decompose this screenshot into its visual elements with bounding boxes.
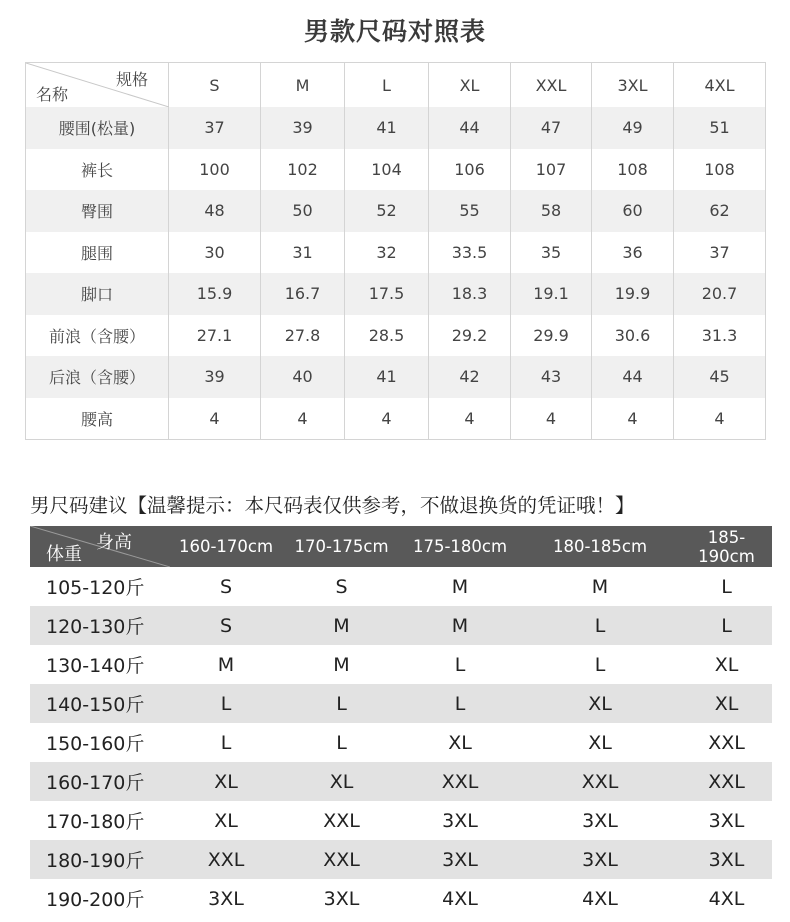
recommended-size: XL [214, 809, 238, 832]
size-col-header: XL [429, 63, 511, 108]
recommended-size: L [170, 684, 282, 723]
measurement-value: 36 [592, 232, 674, 274]
height-col-header: 170-175cm [282, 526, 401, 567]
recommended-size: XXL [170, 840, 282, 879]
recommended-size: XXL [708, 731, 745, 754]
size-row [26, 107, 766, 149]
size-row [26, 273, 766, 315]
height-col-header: 160-170cm [170, 526, 282, 567]
recommended-size: XXL [401, 762, 519, 801]
recommended-size: L [220, 731, 232, 754]
size-row [26, 190, 766, 232]
weight-label: 120-130斤 [30, 606, 170, 645]
recommended-size: XXL [681, 762, 772, 801]
weight-label: 130-140斤 [46, 655, 145, 677]
measurement-value: 4 [169, 398, 261, 440]
rec-row [30, 606, 772, 645]
measurement-value: 41 [345, 356, 429, 398]
measurement-label: 臀围 [26, 190, 169, 232]
recommended-size: XL [448, 731, 472, 754]
corner-weight-label: 体重 [46, 544, 82, 565]
measurement-value: 4 [261, 398, 345, 440]
rec-corner-cell [30, 526, 170, 567]
size-row [26, 232, 766, 274]
recommended-size: XXL [323, 809, 360, 832]
measurement-value: 31 [261, 232, 345, 274]
recommended-size: L [721, 575, 732, 598]
measurement-value: 100 [169, 149, 261, 191]
rec-row [30, 567, 772, 606]
measurement-value: 102 [261, 149, 345, 191]
recommended-size: 3XL [681, 840, 772, 879]
rec-row [30, 645, 772, 684]
recommended-size: M [333, 653, 350, 676]
recommended-size: XXL [282, 840, 401, 879]
measurement-value: 20.7 [674, 273, 766, 315]
measurement-value: 58 [511, 190, 592, 232]
weight-label: 105-120斤 [46, 577, 145, 599]
recommended-size: 4XL [582, 887, 618, 910]
measurement-value: 29.9 [511, 315, 592, 357]
rec-row [30, 723, 772, 762]
recommended-size: 3XL [442, 809, 478, 832]
recommended-size: S [335, 575, 348, 598]
measurement-value: 52 [345, 190, 429, 232]
weight-label: 170-180斤 [46, 811, 145, 833]
measurement-value: 55 [429, 190, 511, 232]
corner-height-label: 身高 [96, 532, 132, 553]
measurement-value: 62 [674, 190, 766, 232]
measurement-value: 18.3 [429, 273, 511, 315]
size-col-header: XXL [511, 63, 592, 108]
recommended-size: 4XL [442, 887, 478, 910]
measurement-value: 15.9 [169, 273, 261, 315]
recommended-size: 4XL [708, 887, 745, 910]
recommended-size: 3XL [208, 887, 244, 910]
recommended-size: XL [282, 762, 401, 801]
weight-label: 150-160斤 [46, 733, 145, 755]
recommendation-title: 男尺码建议【温馨提示：本尺码表仅供参考，不做退换货的凭证哦！】 [30, 494, 635, 517]
size-row [26, 356, 766, 398]
size-row [26, 398, 766, 440]
measurement-value: 27.8 [261, 315, 345, 357]
measurement-value: 49 [592, 107, 674, 149]
recommended-size: XL [588, 731, 612, 754]
measurement-value: 4 [592, 398, 674, 440]
recommended-size: L [401, 684, 519, 723]
recommended-size: M [401, 606, 519, 645]
measurement-value: 27.1 [169, 315, 261, 357]
measurement-value: 107 [511, 149, 592, 191]
size-header-row [26, 63, 766, 108]
size-col-header: M [261, 63, 345, 108]
height-col-header: 180-185cm [519, 526, 681, 567]
measurement-label: 前浪（含腰） [48, 326, 145, 346]
size-col-header: 4XL [674, 63, 766, 108]
measurement-value: 30.6 [592, 315, 674, 357]
measurement-value: 41 [345, 107, 429, 149]
measurement-value: 33.5 [429, 232, 511, 274]
rec-row [30, 801, 772, 840]
measurement-value: 31.3 [674, 315, 766, 357]
measurement-value: 47 [511, 107, 592, 149]
measurement-value: 50 [261, 190, 345, 232]
measurement-value: 51 [674, 107, 766, 149]
rec-row [30, 840, 772, 879]
recommended-size: 3XL [519, 840, 681, 879]
recommended-size: L [282, 684, 401, 723]
measurement-value: 19.9 [592, 273, 674, 315]
measurement-value: 40 [261, 356, 345, 398]
measurement-value: 108 [592, 149, 674, 191]
measurement-label: 腰围(松量) [26, 107, 169, 149]
measurement-value: 60 [592, 190, 674, 232]
recommended-size: XL [170, 762, 282, 801]
weight-label: 190-200斤 [46, 889, 145, 911]
measurement-value: 4 [429, 398, 511, 440]
height-col-header: 175-180cm [401, 526, 519, 567]
measurement-value: 37 [674, 232, 766, 274]
measurement-value: 4 [674, 398, 766, 440]
measurement-value: 43 [511, 356, 592, 398]
measurement-value: 44 [592, 356, 674, 398]
measurement-value: 17.5 [345, 273, 429, 315]
size-row [26, 315, 766, 357]
measurement-value: 4 [511, 398, 592, 440]
measurement-label: 脚口 [26, 273, 169, 315]
rec-header-row [30, 526, 772, 567]
recommended-size: M [217, 653, 235, 676]
measurement-value: 44 [429, 107, 511, 149]
measurement-label: 后浪（含腰） [26, 356, 169, 398]
recommended-size: 3XL [401, 840, 519, 879]
measurement-value: 106 [429, 149, 511, 191]
recommended-size: M [282, 606, 401, 645]
measurement-value: 35 [511, 232, 592, 274]
weight-label: 140-150斤 [30, 684, 170, 723]
recommended-size: 3XL [323, 887, 360, 910]
weight-label: 160-170斤 [30, 762, 170, 801]
recommended-size: XXL [519, 762, 681, 801]
measurement-value: 37 [169, 107, 261, 149]
recommended-size: L [336, 731, 347, 754]
rec-row [30, 879, 772, 918]
measurement-value: 39 [169, 356, 261, 398]
measurement-value: 45 [674, 356, 766, 398]
recommended-size: L [594, 653, 606, 676]
measurement-value: 28.5 [345, 315, 429, 357]
measurement-value: 39 [261, 107, 345, 149]
size-chart-table [25, 62, 766, 440]
page-title: 男款尺码对照表 [303, 17, 486, 46]
measurement-label: 腿围 [80, 243, 113, 263]
recommended-size: 3XL [582, 809, 618, 832]
recommended-size: S [219, 575, 233, 598]
weight-label: 180-190斤 [30, 840, 170, 879]
recommended-size: M [591, 575, 609, 598]
measurement-value: 29.2 [429, 315, 511, 357]
measurement-value: 42 [429, 356, 511, 398]
corner-spec-label: 规格 [115, 70, 148, 89]
measurement-value: 108 [674, 149, 766, 191]
measurement-label: 裤长 [80, 160, 113, 180]
recommended-size: L [681, 606, 772, 645]
recommended-size: 3XL [708, 809, 745, 832]
recommended-size: XL [519, 684, 681, 723]
size-col-header: 3XL [592, 63, 674, 108]
measurement-value: 4 [345, 398, 429, 440]
size-col-header: L [345, 63, 429, 108]
measurement-value: 16.7 [261, 273, 345, 315]
recommended-size: L [454, 653, 466, 676]
measurement-value: 32 [345, 232, 429, 274]
recommended-size: XL [681, 684, 772, 723]
measurement-value: 30 [169, 232, 261, 274]
rec-row [30, 762, 772, 801]
corner-name-label: 名称 [36, 85, 69, 104]
size-recommendation-table [30, 526, 772, 918]
recommended-size: L [519, 606, 681, 645]
rec-row [30, 684, 772, 723]
measurement-value: 19.1 [511, 273, 592, 315]
size-col-header: S [169, 63, 261, 108]
recommended-size: S [170, 606, 282, 645]
recommended-size: M [451, 575, 469, 598]
measurement-value: 104 [345, 149, 429, 191]
size-row [26, 149, 766, 191]
measurement-value: 48 [169, 190, 261, 232]
height-col-header: 185-190cm [681, 526, 772, 567]
size-corner-cell [26, 63, 169, 108]
recommended-size: XL [714, 653, 739, 676]
measurement-label: 腰高 [80, 409, 113, 429]
